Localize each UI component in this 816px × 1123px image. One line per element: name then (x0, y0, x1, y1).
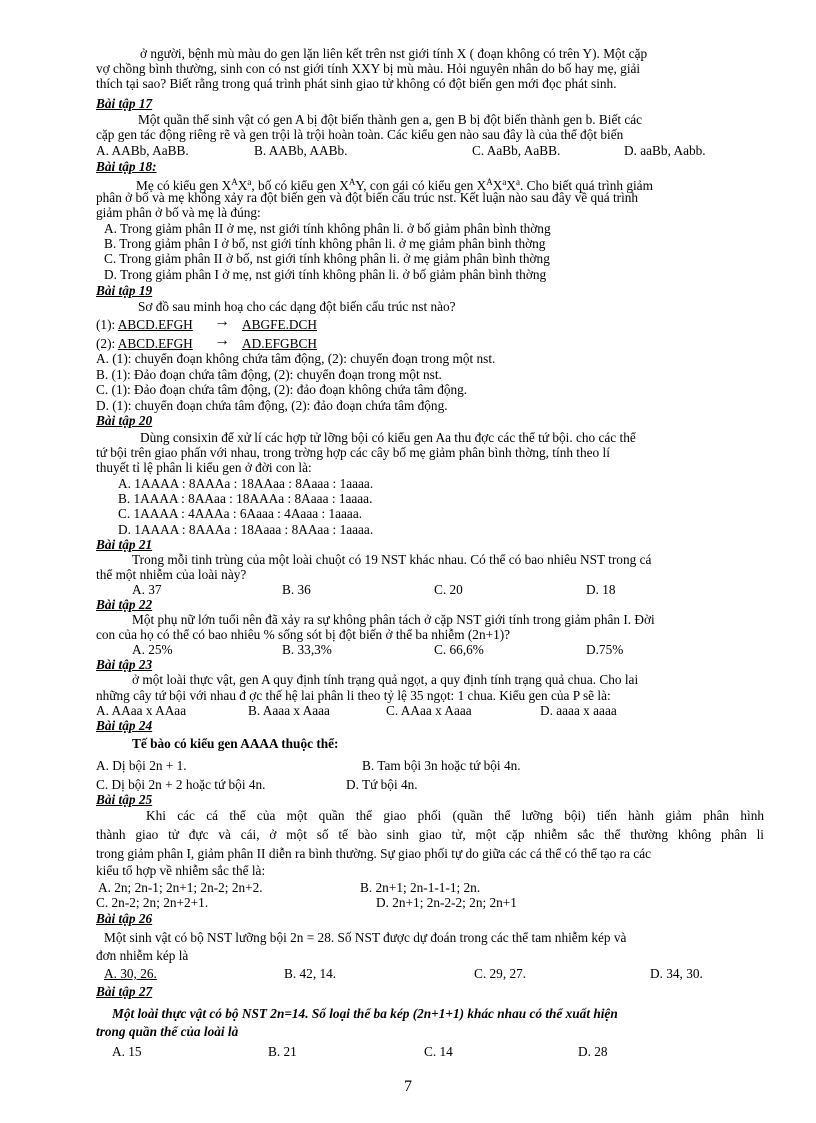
option-a: A. Dị bội 2n + 1. (96, 758, 187, 773)
option-b: B. 33,3% (282, 642, 332, 657)
option-c: C. 14 (424, 1044, 453, 1059)
exercise-22-title: Bài tập 22 (96, 597, 153, 612)
exercise-27-line-1: Một loài thực vật có bộ NST 2n=14. Số loại thể ba kép (2n+1+1) khác nhau có thể xuất hiện (112, 1006, 618, 1021)
exercise-19-diagram-1: (1): ABCD.EFGH → ABGFE.DCH (96, 317, 764, 332)
option-d: D. aaaa x aaaa (540, 703, 617, 718)
exercise-21-line-1: Trong mỗi tinh trùng của một loài chuột có 19 NST khác nhau. Có thể có bao nhiêu NST trong cá (132, 552, 652, 567)
exercise-26-line-1: Một sinh vật có bộ NST lưỡng bội 2n = 28. Số NST được dự đoán trong các thể tam nhiễm kép và (104, 930, 627, 945)
exercise-23-title: Bài tập 23 (96, 657, 153, 672)
intro-line-3: thích tại sao? Biết rằng trong quá trình phát sinh giao tử không có đột biến gen mới đọc phát sinh. (96, 76, 617, 91)
option-a: A. 15 (112, 1044, 142, 1059)
page-number: 7 (404, 1078, 412, 1095)
option-d: D.75% (586, 642, 624, 657)
exercise-20-option-d: D. 1AAAA : 8AAAa : 18Aaaa : 8AAaa : 1aaaa. (118, 522, 374, 537)
option-c: C. 20 (434, 582, 463, 597)
option-b: B. AABb, AABb. (254, 143, 348, 158)
exercise-23-line-2: những cây tứ bội với nhau đ ợc thế hệ lai phân li theo tỷ lệ 35 ngọt: 1 chua. Kiểu gen của P sẽ là: (96, 688, 611, 703)
exercise-19-line-1: Sơ đồ sau minh hoạ cho các dạng đột biến cấu trúc nst nào? (138, 299, 456, 314)
exercise-18-line-2: phân ở bố và mẹ không xảy ra đột biến gen và đột biến cấu trúc nst. Kết luận nào sau đây về quá trình (96, 190, 639, 205)
exercise-18-title: Bài tập 18: (96, 159, 157, 174)
exercise-23-line-1: ở một loài thực vật, gen A quy định tính trạng quả ngọt, a quy định tính trạng quả chua. Cho lai (132, 672, 639, 687)
exercise-22-line-1: Một phụ nữ lớn tuổi nên đã xảy ra sự không phân tách ở cặp NST giới tính trong giảm phân I. Đời (132, 612, 655, 627)
exercise-19-option-b: B. (1): Đảo đoạn chứa tâm động, (2): chuyển đoạn trong một nst. (96, 367, 442, 382)
exercise-20-line-2: tứ bội trên giao phấn với nhau, trong trờng hợp các cây bố mẹ giảm phân bình thờng, tính theo lí (96, 445, 610, 460)
exercise-27-title: Bài tập 27 (96, 984, 153, 999)
option-b: B. Aaaa x Aaaa (248, 703, 330, 718)
option-c: C. 29, 27. (474, 966, 527, 981)
exercise-20-title: Bài tập 20 (96, 413, 153, 428)
option-b: B. 36 (282, 582, 311, 597)
option-a: A. 25% (132, 642, 173, 657)
exercise-18-line-3: giảm phân ở bố và mẹ là đúng: (96, 205, 261, 220)
option-c: C. AaBb, AaBB. (472, 143, 561, 158)
exercise-18-option-a: A. Trong giảm phân II ở mẹ, nst giới tính không phân li. ở bố giảm phân bình thờng (104, 221, 551, 236)
option-a: A. 30, 26. (104, 966, 157, 981)
arrow-icon: → (214, 336, 230, 349)
exercise-24-title: Bài tập 24 (96, 718, 153, 733)
option-d: D. Tứ bội 4n. (346, 777, 418, 792)
option-d: D. 2n+1; 2n-2-2; 2n; 2n+1 (376, 895, 517, 910)
exercise-20-line-1: Dùng consixin để xử lí các hợp tử lỡng bội có kiểu gen Aa thu đợc các thể tứ bội. cho các thể (140, 430, 636, 445)
option-b: B. Tam bội 3n hoặc tứ bội 4n. (362, 758, 521, 773)
option-d: D. 18 (586, 582, 616, 597)
option-d: D. 28 (578, 1044, 608, 1059)
exercise-18-line-1: Mẹ có kiểu gen $X^AX^a$, bố có kiểu gen $X^AY$, con gái có kiểu gen $X^AX^aX^a$. Cho biết quá trình giảm (136, 177, 653, 193)
option-a: A. AABb, AaBB. (96, 143, 189, 158)
exercise-18-option-c: C. Trong giảm phân II ở bố, nst giới tính không phân li. ở mẹ giảm phân bình thờng (104, 251, 550, 266)
exercise-17-line-1: Một quần thể sinh vật có gen A bị đột biến thành gen a, gen B bị đột biến thành gen b. Biết các (138, 112, 643, 127)
exercise-17-title: Bài tập 17 (96, 96, 153, 111)
exercise-20-line-3: thuyết tỉ lệ phân li kiểu gen ở đời con là: (96, 460, 312, 475)
option-b: B. 42, 14. (284, 966, 337, 981)
option-a: A. 2n; 2n-1; 2n+1; 2n-2; 2n+2. (98, 880, 263, 895)
exercise-26-title: Bài tập 26 (96, 911, 153, 926)
intro-line-2: vợ chồng bình thường, sinh con có nst giới tính XXY bị mù màu. Hỏi nguyên nhân do bố hay mẹ, giải (96, 61, 641, 76)
option-b: B. 21 (268, 1044, 297, 1059)
exercise-25-line-3: trong giảm phân I, giảm phân II diễn ra bình thường. Sự giao phối tự do giữa các cá thể có thể tạo ra các (96, 846, 652, 861)
option-c: C. 2n-2; 2n; 2n+2+1. (96, 895, 209, 910)
intro-line-1: ở người, bệnh mù màu do gen lặn liên kết trên nst giới tính X ( đoạn không có trên Y). Một cặp (140, 46, 648, 61)
option-a: A. AAaa x AAaa (96, 703, 187, 718)
exercise-22-line-2: con của họ có thể có bao nhiêu % sống sót bị đột biến ở thể ba nhiễm (2n+1)? (96, 627, 511, 642)
exercise-27-line-2: trong quần thể của loài là (96, 1024, 239, 1039)
exercise-21-title: Bài tập 21 (96, 537, 153, 552)
exercise-20-option-c: C. 1AAAA : 4AAAa : 6Aaaa : 4Aaaa : 1aaaa. (118, 506, 363, 521)
exercise-17-line-2: cặp gen tác động riêng rẽ và gen trội là trội hoàn toàn. Các kiểu gen nào sau đây là của thể đột biến (96, 127, 624, 142)
option-a: A. 37 (132, 582, 162, 597)
option-d: D. aaBb, Aabb. (624, 143, 706, 158)
option-d: D. 34, 30. (650, 966, 703, 981)
option-c: C. Dị bội 2n + 2 hoặc tứ bội 4n. (96, 777, 266, 792)
option-c: C. 66,6% (434, 642, 484, 657)
exercise-25-line-4: kiểu tổ hợp về nhiễm sắc thể là: (96, 863, 266, 878)
exercise-25-title: Bài tập 25 (96, 792, 153, 807)
exercise-25-line-1: Khi các cá thể của một quần thể giao phối (quần thể lưỡng bội) tiến hành giảm phân hình (146, 808, 764, 823)
exercise-18-option-d: D. Trong giảm phân I ở mẹ, nst giới tính không phân li. ở bố giảm phân bình thờng (104, 267, 547, 282)
exercise-25-line-2: thành giao tử đực và cái, ở một số tế bào sinh giao tử, một cặp nhiễm sắc thể thường không phân li (96, 827, 764, 842)
exercise-19-diagram-2: (2): ABCD.EFGH → AD.EFGBCH (96, 336, 764, 351)
exercise-20-option-b: B. 1AAAA : 8AAaa : 18AAAa : 8Aaaa : 1aaaa. (118, 491, 373, 506)
option-c: C. AAaa x Aaaa (386, 703, 472, 718)
option-b: B. 2n+1; 2n-1-1-1; 2n. (360, 880, 481, 895)
exercise-26-line-2: đơn nhiễm kép là (96, 948, 189, 963)
exercise-19-option-c: C. (1): Đảo đoạn chứa tâm động, (2): đảo đoạn không chứa tâm động. (96, 382, 468, 397)
exercise-19-option-d: D. (1): chuyển đoạn chứa tâm động, (2): đảo đoạn chứa tâm động. (96, 398, 448, 413)
exercise-24-line-1: Tế bào có kiểu gen AAAA thuộc thể: (132, 736, 339, 751)
exercise-19-title: Bài tập 19 (96, 283, 153, 298)
exercise-21-line-2: thể một nhiễm của loài này? (96, 567, 247, 582)
exercise-19-option-a: A. (1): chuyển đoạn không chứa tâm động, (2): chuyển đoạn trong một nst. (96, 351, 496, 366)
exercise-20-option-a: A. 1AAAA : 8AAAa : 18AAaa : 8Aaaa : 1aaaa. (118, 476, 374, 491)
arrow-icon: → (214, 317, 230, 330)
exercise-18-option-b: B. Trong giảm phân I ở bố, nst giới tính không phân li. ở mẹ giảm phân bình thờng (104, 236, 546, 251)
